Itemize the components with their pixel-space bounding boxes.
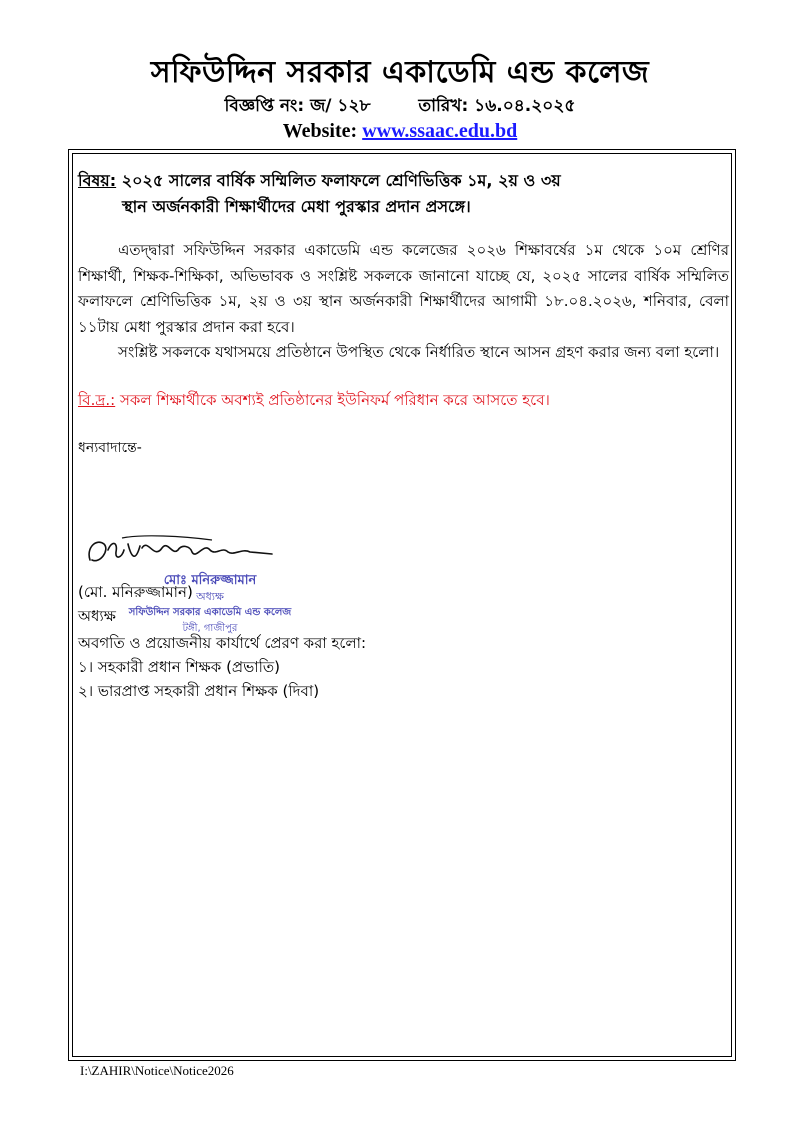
website-label: Website: [282, 120, 358, 142]
body-paragraph-2: সংশ্লিষ্ট সকলকে যথাসময়ে প্রতিষ্ঠানে উপস্থিত থেকে নির্ধারিত স্থানে আসন গ্রহণ করার জন্য বলা হলো। [118, 343, 720, 361]
note-text: সকল শিক্ষার্থীকে অবশ্যই প্রতিষ্ঠানের ইউনিফর্ম পরিধান করে আসতে হবে। [119, 390, 550, 409]
stamp-location: টঙ্গী, গাজীপুর [182, 623, 238, 634]
body-paragraph-1: এতদ্দ্বারা সফিউদ্দিন সরকার একাডেমি এন্ড কলেজের ২০২৬ শিক্ষাবর্ষের ১ম থেকে ১০ম শ্রেণির শিক্ষার্থী, শিক্ষক-শিক্ষিকা, অভিভাবক ও সংশ্লিষ্ট সকলকে জানানো যাচ্ছে যে, ২০২৫ সালের বার্ষিক সম্মিলিত ফলাফলে শ্রেণিভিত্তিক ১ম, ২য় ও ৩য় স্থান অর্জনকারী শিক্ষার্থীদের আগামী ১৮.০৪.২০২৬, শনিবার, বেলা ১১টায় মেধা পুরস্কার প্রদান করা হবে। [78, 241, 729, 336]
cc-item: ১। সহকারী প্রধান শিক্ষক (প্রভাতি) [78, 658, 281, 676]
cc-item: ২। ভারপ্রাপ্ত সহকারী প্রধান শিক্ষক (দিবা) [78, 682, 320, 700]
college-name: সফিউদ্দিন সরকার একাডেমি এন্ড কলেজ [150, 55, 650, 90]
subject-line-2: স্থান অর্জনকারী শিক্ষার্থীদের মেধা পুরস্কার প্রদান প্রসঙ্গে। [122, 197, 471, 216]
body-text [78, 238, 729, 366]
stamp-institution: সফিউদ্দিন সরকার একাডেমি এন্ড কলেজ [128, 607, 292, 618]
closing-thanks: ধন্যবাদান্তে- [78, 439, 142, 456]
cc-heading: অবগতি ও প্রয়োজনীয় কার্যার্থে প্রেরণ করা হলো: [78, 634, 367, 652]
stamp-name: মোঃ মনিরুজ্জামান [163, 573, 257, 588]
signer-block [78, 580, 193, 628]
subject-label: বিষয়: [78, 171, 117, 190]
memo-label: বিজ্ঞপ্তি নং: [224, 96, 305, 116]
note-label: বি.দ্র.: [78, 390, 116, 409]
notice-body [78, 168, 729, 460]
date-label: তারিখ: [418, 96, 469, 116]
copy-to-block [78, 631, 366, 703]
stamp-title: অধ্যক্ষ [196, 590, 224, 603]
website-line [0, 120, 800, 143]
signer-title: অধ্যক্ষ [78, 607, 116, 625]
signer-name: (মো. মনিরুজ্জামান) [78, 583, 193, 601]
special-note [78, 388, 729, 412]
memo-reference-line [0, 93, 800, 121]
notice-date: ১৬.০৪.২০২৫ [474, 96, 576, 116]
subject-line-1: ২০২৫ সালের বার্ষিক সম্মিলিত ফলাফলে শ্রেণিভিত্তিক ১ম, ২য় ও ৩য় [121, 171, 561, 190]
website-link[interactable]: www.ssaac.edu.bd [362, 120, 518, 142]
file-path-footer: I:\ZAHIR\Notice\Notice2026 [80, 1063, 234, 1078]
subject-block [78, 168, 729, 220]
memo-number: জ/ ১২৮ [310, 96, 371, 116]
